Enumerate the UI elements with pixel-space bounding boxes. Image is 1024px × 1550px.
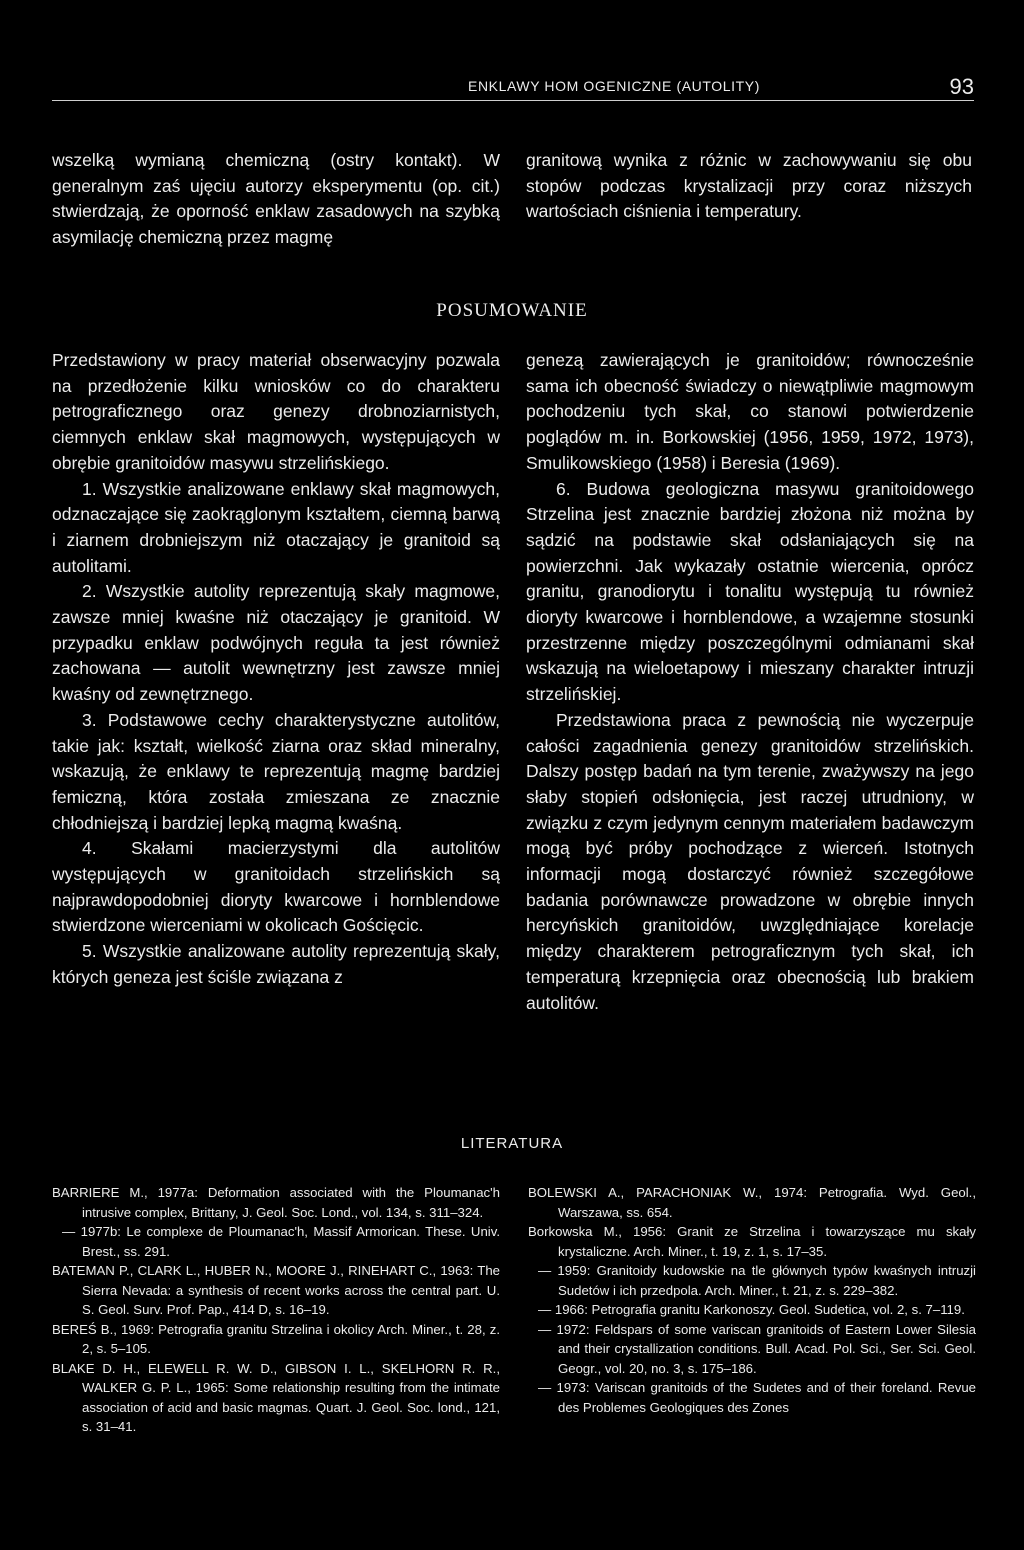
references-left-column — [52, 1183, 500, 1437]
paragraph: genezą zawierających je granitoidów; równocześnie sama ich obecność świadczy o niewątpliwie magmowym pochodzeniu tych skał, co stanowi potwierdzenie poglądów m. in. Borkowskiej (1956, 1959, 1972, 1973), Smulikowskiego (1958) i Beresia (1969). — [526, 350, 974, 473]
reference-item: — 1972: Feldspars of some variscan granitoids of Eastern Lower Silesia and their crystallization conditions. Bull. Acad. Pol. Sci., Ser. Sci. Geol. Geogr., vol. 20, no. 3, s. 175–186. — [528, 1320, 976, 1379]
reference-item: — 1977b: Le complexe de Ploumanac'h, Massif Armorican. These. Univ. Brest., ss. 291. — [52, 1222, 500, 1261]
reference-item: BATEMAN P., CLARK L., HUBER N., MOORE J., RINEHART C., 1963: The Sierra Nevada: a synthesis of recent works across the central part. U. S. Geol. Surv. Prof. Pap., 414 D, s. 16–19. — [52, 1263, 500, 1317]
reference-item: BARRIERE M., 1977a: Deformation associated with the Ploumanac'h intrusive complex, Brittany, J. Geol. Soc. Lond., vol. 134, s. 311–324. — [52, 1185, 500, 1220]
paragraph: wszelką wymianą chemiczną (ostry kontakt). W generalnym zaś ujęciu autorzy eksperymentu (op. cit.) stwierdzają, że oporność enklaw zasadowych na szybką asymilację chemiczną przez magmę — [52, 150, 500, 248]
reference-item: BLAKE D. H., ELEWELL R. W. D., GIBSON I. L., SKELHORN R. R., WALKER G. P. L., 1965: Some relationship resulting from the intimate association of acid and basic magmas. Quart. J. Geol. Soc. lond., 121, s. 31–41. — [52, 1360, 500, 1434]
running-title: ENKLAWY HOM OGENICZNE (AUTOLITY) — [468, 78, 760, 94]
reference-item: BEREŚ B., 1969: Petrografia granitu Strzelina i okolicy Arch. Miner., t. 28, z. 2, s. 5–105. — [52, 1321, 500, 1356]
paragraph: 3. Podstawowe cechy charakterystyczne autolitów, takie jak: kształt, wielkość ziarna oraz skład mineralny, wskazują, że enklawy te reprezentują magmę bardziej femiczną, która została zmieszana ze znacznie chłodniejszą i bardziej lepką magmą kwaśną. — [52, 709, 500, 833]
reference-item: — 1973: Variscan granitoids of the Sudetes and of their foreland. Revue des Problemes Geologiques des Zones — [528, 1378, 976, 1417]
reference-item: BOLEWSKI A., PARACHONIAK W., 1974: Petrografia. Wyd. Geol., Warszawa, ss. 654. — [528, 1185, 976, 1220]
literature-heading: LITERATURA — [460, 1135, 564, 1152]
reference-item: — 1959: Granitoidy kudowskie na tle głównych typów kwaśnych intruzji Sudetów i ich przedpola. Arch. Miner., t. 21, z. s. 229–382. — [528, 1261, 976, 1300]
running-header — [52, 74, 974, 114]
page-number: 93 — [949, 74, 974, 99]
top-left-column — [52, 148, 500, 251]
paragraph: Przedstawiony w pracy materiał obserwacyjny pozwala na przedłożenie kilku wniosków co do charakteru petrograficznego oraz genezy drobnoziarnistych, ciemnych enklaw skał magmowych, występujących w obrębie granitoidów masywu strzelińskiego. — [52, 350, 500, 473]
paragraph: 5. Wszystkie analizowane autolity reprezentują skały, których geneza jest ściśle związana z — [52, 941, 500, 987]
paragraph: 4. Skałami macierzystymi dla autolitów występujących w granitoidach strzelińskich są najprawdopodobniej dioryty kwarcowe i hornblendowe stwierdzone wierceniami w okolicach Gościęcic. — [52, 838, 500, 936]
header-rule — [52, 100, 974, 101]
reference-item: Borkowska M., 1956: Granit ze Strzelina i towarzyszące mu skały krystaliczne. Arch. Miner., t. 19, z. 1, s. 17–35. — [528, 1224, 976, 1259]
references-right-column — [528, 1183, 976, 1417]
paragraph: 2. Wszystkie autolity reprezentują skały magmowe, zawsze mniej kwaśne niż otaczający je granitoid. W przypadku enklaw podwójnych reguła ta jest również zachowana — autolit wewnętrzny jest zawsze mniej kwaśny od zewnętrznego. — [52, 581, 500, 705]
paragraph: 1. Wszystkie analizowane enklawy skał magmowych, odznaczające się zaokrąglonym kształtem, ciemną barwą i ziarnem drobniejszym niż otaczający je granitoid są autolitami. — [52, 478, 500, 576]
paragraph: Przedstawiona praca z pewnością nie wyczerpuje całości zagadnienia genezy granitoidów strzelińskich. Dalszy postęp badań na tym terenie, zważywszy na jego słaby stopień odsłonięcia, jest raczej utrudniony, w związku z czym jedynym cennym materiałem badawczym mogą być próby pochodzące z wierceń. Istotnych informacji mogą dostarczyć również szczegółowe badania porównawcze prowadzone w obrębie innych hercyńskich granitoidów, uwzględniające korelacje między charakterem petrograficznym tych skał, ich temperaturą krzepnięcia oraz obecnością lub brakiem autolitów. — [526, 709, 974, 1013]
paragraph: granitową wynika z różnic w zachowywaniu się obu stopów podczas krystalizacji przy coraz niższych wartościach ciśnienia i temperatury. — [526, 150, 972, 222]
paragraph: 6. Budowa geologiczna masywu granitoidowego Strzelina jest znacznie bardziej złożona niż można by sądzić na podstawie skał odsłaniających się na powierzchni. Jak wykazały ostatnie wiercenia, oprócz granitu, granodiorytu i tonalitu występują tu również dioryty kwarcowe i hornblendowe, a wzajemne stosunki przestrzenne między poszczególnymi odmianami skał wskazują na wieloetapowy i mieszany charakter intruzji strzelińskiej. — [526, 478, 974, 705]
summary-right-column — [526, 348, 974, 1016]
summary-left-column — [52, 348, 500, 991]
top-right-column — [526, 148, 972, 225]
summary-heading: POSUMOWANIE — [436, 300, 588, 321]
reference-item: — 1966: Petrografia granitu Karkonoszy. Geol. Sudetica, vol. 2, s. 7–119. — [528, 1300, 976, 1320]
